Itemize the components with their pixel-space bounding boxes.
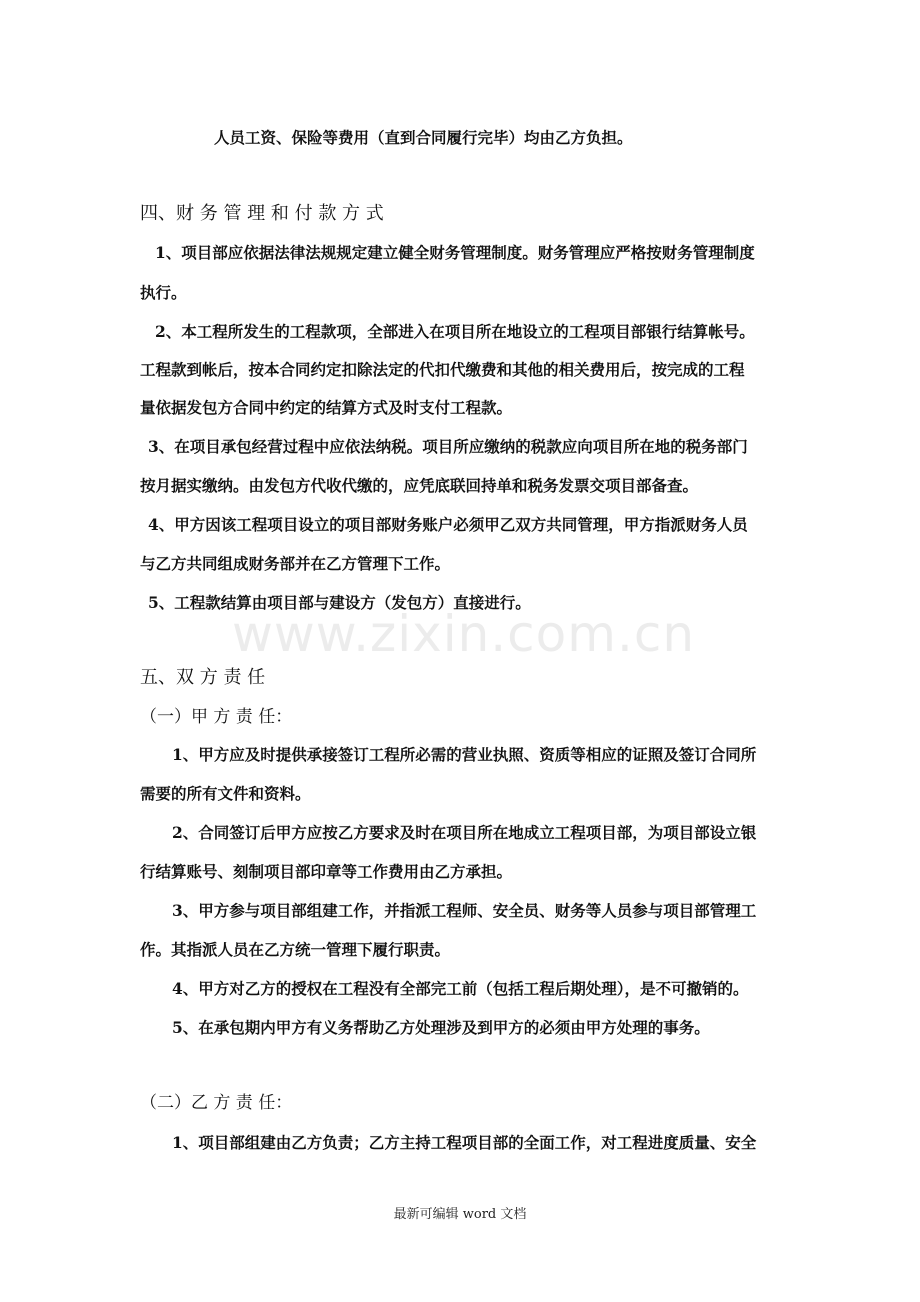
page-footer: 最新可编辑 word 文档 bbox=[393, 1207, 527, 1222]
paragraph-line: 作。其指派人员在乙方统一管理下履行职责。 bbox=[140, 940, 451, 959]
paragraph-line: 执行。 bbox=[140, 283, 187, 302]
paragraph-line: 量依据发包方合同中约定的结算方式及时支付工程款。 bbox=[140, 398, 513, 417]
paragraph-line: 工程款到帐后，按本合同约定扣除法定的代扣代缴费和其他的相关费用后，按完成的工程 bbox=[140, 360, 745, 379]
paragraph-line: 人员工资、保险等费用（直到合同履行完毕）均由乙方负担。 bbox=[214, 128, 633, 147]
paragraph-line: 5、工程款结算由项目部与建设方（发包方）直接进行。 bbox=[148, 593, 531, 612]
watermark: www.zixin.com.cn bbox=[232, 605, 696, 663]
paragraph-line: 1、项目部应依据法律法规规定建立健全财务管理制度。财务管理应严格按财务管理制度 bbox=[155, 243, 755, 262]
paragraph-line: 行结算账号、刻制项目部印章等工作费用由乙方承担。 bbox=[140, 862, 513, 881]
section-heading-responsibilities: 五、双 方 责 任 bbox=[140, 667, 266, 688]
paragraph-line: 2、本工程所发生的工程款项，全部进入在项目所在地设立的工程项目部银行结算帐号。 bbox=[155, 322, 755, 341]
paragraph-line: 1、甲方应及时提供承接签订工程所必需的营业执照、资质等相应的证照及签订合同所 bbox=[172, 745, 757, 764]
subsection-heading-party-b: （二）乙 方 责 任： bbox=[140, 1093, 293, 1113]
subsection-heading-party-a: （一）甲 方 责 任： bbox=[140, 707, 293, 727]
section-heading-finance: 四、财 务 管 理 和 付 款 方 式 bbox=[140, 203, 384, 224]
paragraph-line: 1、项目部组建由乙方负责；乙方主持工程项目部的全面工作，对工程进度质量、安全 bbox=[172, 1133, 757, 1152]
paragraph-line: 3、甲方参与项目部组建工作，并指派工程师、安全员、财务等人员参与项目部管理工 bbox=[172, 901, 757, 920]
paragraph-line: 3、在项目承包经营过程中应依法纳税。项目所应缴纳的税款应向项目所在地的税务部门 bbox=[148, 437, 748, 456]
paragraph-line: 需要的所有文件和资料。 bbox=[140, 784, 311, 803]
paragraph-line: 5、在承包期内甲方有义务帮助乙方处理涉及到甲方的必须由甲方处理的事务。 bbox=[172, 1018, 710, 1037]
paragraph-line: 4、甲方对乙方的授权在工程没有全部完工前（包括工程后期处理），是不可撤销的。 bbox=[172, 979, 749, 998]
paragraph-line: 2、合同签订后甲方应按乙方要求及时在项目所在地成立工程项目部，为项目部设立银 bbox=[172, 823, 757, 842]
paragraph-line: 按月据实缴纳。由发包方代收代缴的，应凭底联回持单和税务发票交项目部备查。 bbox=[140, 476, 699, 495]
paragraph-line: 与乙方共同组成财务部并在乙方管理下工作。 bbox=[140, 554, 451, 573]
paragraph-line: 4、甲方因该工程项目设立的项目部财务账户必须甲乙双方共同管理，甲方指派财务人员 bbox=[148, 515, 748, 534]
